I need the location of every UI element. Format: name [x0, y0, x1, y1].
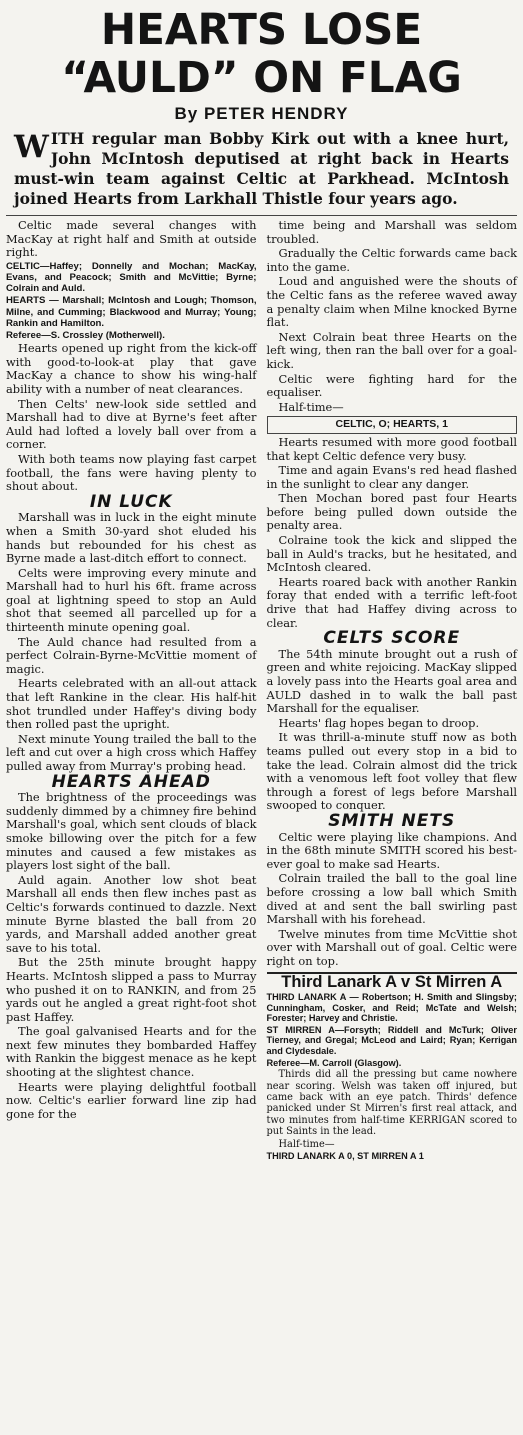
- box-half-time-label: Half-time—: [278, 1138, 335, 1150]
- celtic-lineup: CELTIC—Haffey; Donnelly and Mochan; MacKay, Evans, and Peacock; Smith and McVittie; Byrne; Colrain and Auld.: [6, 260, 257, 295]
- box-paragraph: Thirds did all the pressing but came nowhere near scoring. Welsh was taken off injured, but came back with an eye patch. Thirds' defence panicked under St Mirren's first real attack, and two minutes from half-time KERRIGAN scored to put Saints in the lead.: [266, 1069, 517, 1138]
- byline: By PETER HENDRY: [174, 104, 349, 123]
- subheading-celts-score: CELTS SCORE: [323, 628, 461, 649]
- paragraph: Celtic were playing like champions. And in the 68th minute SMITH scored his best-ever goal to make sad Hearts.: [266, 829, 517, 871]
- paragraph: Loud and anguished were the shouts of the Celtic fans as the referee waved away a penalty claim when Milne knocked Byrne flat.: [266, 274, 517, 330]
- paragraph: The 54th minute brought out a rush of green and white rejoicing. MacKay slipped a lovely pass into the Hearts goal area and AULD dashed in to walk the ball past Marshall for the equaliser.: [266, 646, 517, 716]
- paragraph: The goal galvanised Hearts and for the next few minutes they bombarded Haffey with Rankin the biggest menace as he kept shooting at the slightest chance.: [6, 1024, 257, 1080]
- st-mirren-lineup: ST MIRREN A—Forsyth; Riddell and McTurk; Oliver Tierney, and Gregal; McLeod and Laird; Ryan; Kerrigan and Clydesdale.: [266, 1024, 517, 1057]
- paragraph: Next minute Young trailed the ball to the left and cut over a high cross which Haffey pulled away from Murray's probing head.: [6, 731, 257, 774]
- paragraph: Time and again Evans's red head flashed in the sunlight to clear any danger.: [266, 463, 517, 491]
- box-heading: Third Lanark A v St Mirren A: [281, 973, 503, 992]
- paragraph: Celtic were fighting hard for the equaliser.: [266, 371, 517, 400]
- sidebar-third-lanark-st-mirren: [267, 972, 518, 1161]
- paragraph: Hearts opened up right from the kick-off with good-to-look-at play that gave MacKay a chance to show his wing-half ability with a number of neat clearances.: [6, 341, 257, 396]
- paragraph: Then Mochan bored past four Hearts before being pulled down outside the penalty area.: [266, 491, 517, 533]
- subheading-hearts-ahead: HEARTS AHEAD: [51, 771, 211, 792]
- subheading-in-luck: IN LUCK: [89, 491, 173, 512]
- box-referee: Referee—M. Carroll (Glasgow).: [266, 1057, 402, 1068]
- column-left: [6, 219, 257, 1163]
- paragraph: The Auld chance had resulted from a perfect Colrain-Byrne-McVittie moment of magic.: [6, 634, 257, 676]
- paragraph: Auld again. Another low shot beat Marshall all ends then flew inches past as Celtic's forwards continued to dazzle. Next minute Byrne blasted the ball from 20 yards, and Marshall added another great save to his total.: [6, 872, 257, 955]
- paragraph: Twelve minutes from time McVittie shot over with Marshall out of goal. Celtic were right on top.: [266, 926, 517, 968]
- article-columns: [6, 215, 517, 1163]
- paragraph: time being and Marshall was seldom troubled.: [266, 218, 517, 246]
- paragraph: Hearts' flag hopes began to droop.: [278, 715, 480, 730]
- subheading-smith-nets: SMITH NETS: [328, 810, 456, 831]
- paragraph: Hearts roared back with another Rankin foray that ended with a terrific left-foot drive that had Haffey diving across to clear.: [266, 574, 517, 630]
- paragraph: Next Colrain beat three Hearts on the left wing, then ran the ball over for a goal-kick.: [266, 329, 517, 371]
- drop-cap: W: [14, 129, 49, 165]
- hearts-lineup: HEARTS — Marshall; McIntosh and Lough; Thomson, Milne, and Cumming; Blackwood and Murray; Young; Rankin and Hamilton.: [6, 295, 257, 329]
- paragraph: Colraine took the kick and slipped the ball in Auld's tracks, but he hesitated, and McIntosh cleared.: [266, 533, 517, 575]
- paragraph: Celts were improving every minute and Marshall had to hurl his 6ft. frame across goal at lightning speed to stop an Auld shot that seemed all parcelled up for a thirteenth minute opening goal.: [6, 565, 257, 635]
- paragraph: The brightness of the proceedings was suddenly dimmed by a chimney fire behind Marshall's goal, which sent clouds of black smoke billowing over the pitch for a few minutes and caused a few mistakes as players lost sight of the ball.: [6, 790, 257, 873]
- referee: Referee—S. Crossley (Motherwell).: [6, 330, 165, 341]
- paragraph: With both teams now playing fast carpet football, the fans were having plenty to shout about.: [6, 451, 257, 494]
- paragraph: Marshall was in luck in the eight minute when a Smith 30-yard shot eluded his hands but rebounded for his chest as Byrne made a last-ditch effort to connect.: [6, 510, 257, 566]
- lead-paragraph: [6, 129, 517, 209]
- half-time-score: CELTIC, O; HEARTS, 1: [267, 416, 518, 434]
- paragraph: Hearts resumed with more good football that kept Celtic defence very busy.: [266, 434, 517, 463]
- half-time-label: Half-time—: [278, 399, 344, 414]
- lead-text: ITH regular man Bobby Kirk out with a knee hurt, John McIntosh deputised at right back in Hearts must-win team against Celtic at Parkhead. McIntosh joined Hearts from Larkhall Thistle four years ago.: [14, 129, 509, 208]
- paragraph: Then Celts' new-look side settled and Marshall had to dive at Byrne's feet after Auld had lofted a lovely ball over from a corner.: [6, 396, 257, 452]
- paragraph: Hearts were playing delightful football now. Celtic's earlier forward line zip had gone for the: [6, 1079, 257, 1121]
- headline: HEARTS LOSE “AULD” ON FLAG: [61, 5, 462, 103]
- paragraph: Gradually the Celtic forwards came back into the game.: [266, 246, 517, 274]
- paragraph: Hearts celebrated with an all-out attack that left Rankine in the clear. His half-hit shot trundled under Haffey's diving body then rolled past the upright.: [6, 676, 257, 732]
- third-lanark-lineup: THIRD LANARK A — Robertson; H. Smith and Slingsby; Cunningham, Cosker, and Reid; McTate and Welsh; Forester; Harvey and Christie.: [266, 992, 517, 1024]
- paragraph: Colrain trailed the ball to the goal line before crossing a low ball which Smith dived at and sent the ball swirling past Marshall with his forehead.: [266, 871, 517, 927]
- column-right: [267, 219, 518, 1163]
- paragraph: It was thrill-a-minute stuff now as both teams pulled out every stop in a bid to take the lead. Colrain almost did the trick with a venomous left foot volley that flew through a forest of legs before Marshall swooped to conquer.: [266, 730, 517, 813]
- paragraph: Celtic made several changes with MacKay at right half and Smith at outside right.: [6, 218, 257, 260]
- box-half-time-score: THIRD LANARK A 0, ST MIRREN A 1: [266, 1151, 424, 1162]
- paragraph: But the 25th minute brought happy Hearts. McIntosh slipped a pass to Murray who pushed it on to RANKIN, and from 25 yards out he angled a great right-foot shot past Haffey.: [6, 955, 257, 1024]
